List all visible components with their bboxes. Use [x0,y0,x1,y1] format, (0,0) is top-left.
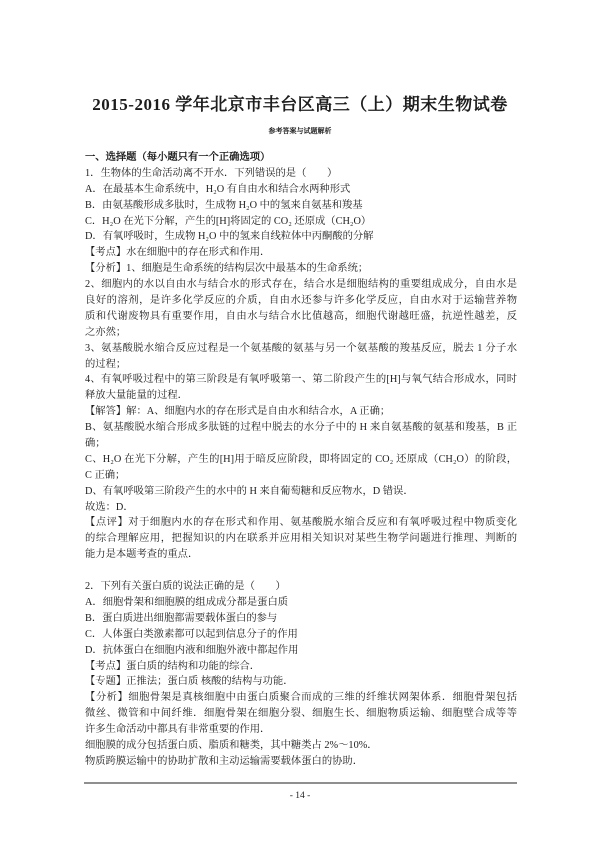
line-question-stem: 2．下列有关蛋白质的说法正确的是（ ） [85,581,286,593]
line-answer: 故选：D． [85,501,134,513]
line-topic: 【专题】正推法；蛋白质 核酸的结构与功能． [85,676,294,688]
line-solution: C、H₂O 在光下分解，产生的[H]用于暗反应阶段，即将固定的 CO₂ 还原成（CH₂O）的阶段， [85,453,517,465]
line-comment: 能力是本题考查的重点． [85,549,199,561]
line-analysis: 的过程； [85,358,127,370]
line-option: D．有氧呼吸时，生成物 H₂O 中的氢来自线粒体中丙酮酸的分解 [85,231,374,243]
line-option: A．在最基本生命系统中，H₂O 有自由水和结合水两种形式 [85,183,351,195]
line-analysis: 释放大量能量的过程． [85,390,188,402]
page-subtitle: 参考答案与试题解析 [268,127,332,135]
page-title: 2015-2016 学年北京市丰台区高三（上）期末生物试卷 [92,95,508,114]
line-analysis: 良好的溶剂，是许多化学反应的介质，自由水还参与许多化学反应，自由水对于运输营养物 [85,295,517,307]
line-comment: 【点评】对于细胞内水的存在形式和作用、氨基酸脱水缩合反应和有氧呼吸过程中物质变化 [85,517,517,529]
line-analysis: 【分析】1、细胞是生命系统的结构层次中最基本的生命系统； [85,263,369,275]
line-solution: 【解答】解：A、细胞内水的存在形式是自由水和结合水，A 正确； [85,406,391,418]
line-solution: 确； [85,438,106,450]
line-solution: B、氨基酸脱水缩合形成多肽链的过程中脱去的水分子中的 H 来自氨基酸的氨基和羧基，B 正 [85,422,517,434]
line-spacer [85,563,517,579]
line-section-heading: 一、选择题（每小题只有一个正确选项） [85,152,271,163]
document-body [85,150,517,770]
line-option: C．人体蛋白类激素都可以起到信息分子的作用 [85,628,298,640]
line-solution: D、有氧呼吸第三阶段产生的水中的 H 来自葡萄糖和反应物水，D 错误． [85,485,414,497]
line-analysis: 微丝、微管和中间纤维．细胞骨架在细胞分裂、细胞生长、细胞物质运输、细胞壁合成等等 [85,708,517,720]
line-analysis: 物质跨膜运输中的协助扩散和主动运输需要载体蛋白的协助． [85,755,364,767]
line-exam-point: 【考点】蛋白质的结构和功能的综合． [85,660,261,672]
line-option: C．H₂O 在光下分解，产生的[H]将固定的 CO₂ 还原成（CH₂O） [85,215,372,227]
line-analysis: 2、细胞内的水以自由水与结合水的形式存在，结合水是细胞结构的重要组成成分，自由水是 [85,279,517,291]
line-solution: C 正确； [85,469,126,481]
line-option: D．抗体蛋白在细胞内液和细胞外液中都起作用 [85,644,299,656]
line-analysis: 之亦然； [85,326,127,338]
line-option: B．蛋白质进出细胞都需要载体蛋白的参与 [85,612,278,624]
footer-divider [84,782,517,784]
line-comment: 的综合理解应用，把握知识的内在联系并应用相关知识对某些生物学问题进行推理、判断的 [85,533,517,545]
line-question-stem: 1．生物体的生命活动离不开水．下列错误的是（ ） [85,167,338,179]
line-option: A．细胞骨架和细胞膜的组成成分都是蛋白质 [85,596,289,608]
line-analysis: 许多生命活动中都具有非常重要的作用． [85,724,271,736]
line-option: B．由氨基酸形成多肽时，生成物 H₂O 中的氢来自氨基和羧基 [85,199,363,211]
line-analysis: 4、有氧呼吸过程中的第三阶段是有氧呼吸第一、第二阶段产生的[H]与氧气结合形成水，同时 [85,374,517,386]
line-analysis: 质和代谢废物具有重要作用，自由水与结合水比值越高，细胞代谢越旺盛，抗逆性越差，反 [85,310,517,322]
line-analysis: 【分析】细胞骨架是真核细胞中由蛋白质聚合而成的三维的纤维状网架体系．细胞骨架包括 [85,692,517,704]
page-number: - 14 - [289,791,311,801]
line-exam-point: 【考点】水在细胞中的存在形式和作用． [85,247,271,259]
line-analysis: 细胞膜的成分包括蛋白质、脂质和糖类，其中糖类占 2%～10%． [85,739,378,751]
line-analysis: 3、氨基酸脱水缩合反应过程是一个氨基酸的氨基与另一个氨基酸的羧基反应，脱去 1 分子水 [85,342,517,354]
